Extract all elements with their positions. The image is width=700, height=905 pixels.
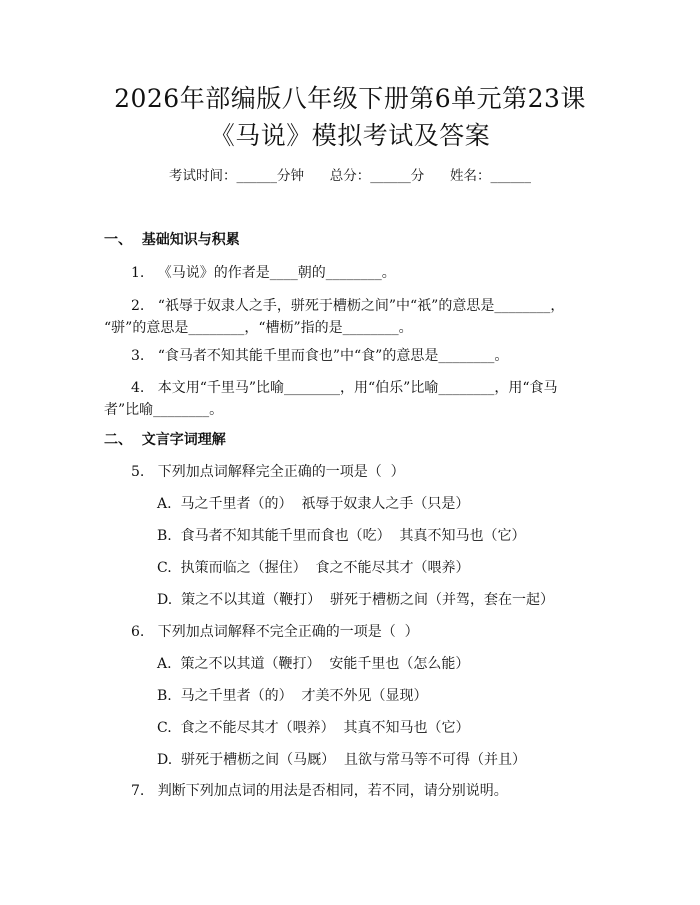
exam-info: 考试时间：______分钟 总分：______分 姓名：______ bbox=[169, 168, 531, 184]
q5-option-c: C. 执策而临之（握住） 食之不能尽其才（喂养） bbox=[157, 560, 470, 576]
question-4-line2: 者”比喻________。 bbox=[104, 402, 224, 418]
question-2-line1: 2. “祇辱于奴隶人之手，骈死于槽枥之间”中“祇”的意思是________， bbox=[131, 298, 565, 314]
q6-option-b: B. 马之千里者（的） 才美不外见（显现） bbox=[157, 688, 428, 704]
question-7: 7. 判断下列加点词的用法是否相同，若不同，请分别说明。 bbox=[131, 783, 508, 799]
page-title-line1: 2026年部编版八年级下册第6单元第23课 bbox=[114, 84, 586, 113]
q5-option-b: B. 食马者不知其能千里而食也（吃） 其真不知马也（它） bbox=[157, 528, 526, 544]
q6-option-d: D. 骈死于槽枥之间（马厩） 且欲与常马等不可得（并且） bbox=[157, 752, 526, 768]
question-5: 5. 下列加点词解释完全正确的一项是（ ） bbox=[131, 464, 405, 480]
page-title-line2: 《马说》模拟考试及答案 bbox=[209, 121, 491, 150]
question-2-line2: “骈”的意思是________，“槽枥”指的是________。 bbox=[104, 320, 413, 336]
question-1: 1. 《马说》的作者是____朝的________。 bbox=[131, 265, 396, 281]
q6-option-a: A. 策之不以其道（鞭打） 安能千里也（怎么能） bbox=[157, 656, 470, 672]
section-heading-2: 二、 文言字词理解 bbox=[104, 432, 226, 448]
section-heading-1: 一、 基础知识与积累 bbox=[104, 232, 240, 248]
question-6: 6. 下列加点词解释不完全正确的一项是（ ） bbox=[131, 624, 419, 640]
q5-option-d: D. 策之不以其道（鞭打） 骈死于槽枥之间（并驾，套在一起） bbox=[157, 592, 554, 608]
q6-option-c: C. 食之不能尽其才（喂养） 其真不知马也（它） bbox=[157, 720, 470, 736]
question-3: 3. “食马者不知其能千里而食也”中“食”的意思是________。 bbox=[131, 348, 509, 364]
q5-option-a: A. 马之千里者（的） 祇辱于奴隶人之手（只是） bbox=[157, 496, 470, 512]
question-4-line1: 4. 本文用“千里马”比喻________，用“伯乐”比喻________，用“食马 bbox=[131, 380, 558, 396]
